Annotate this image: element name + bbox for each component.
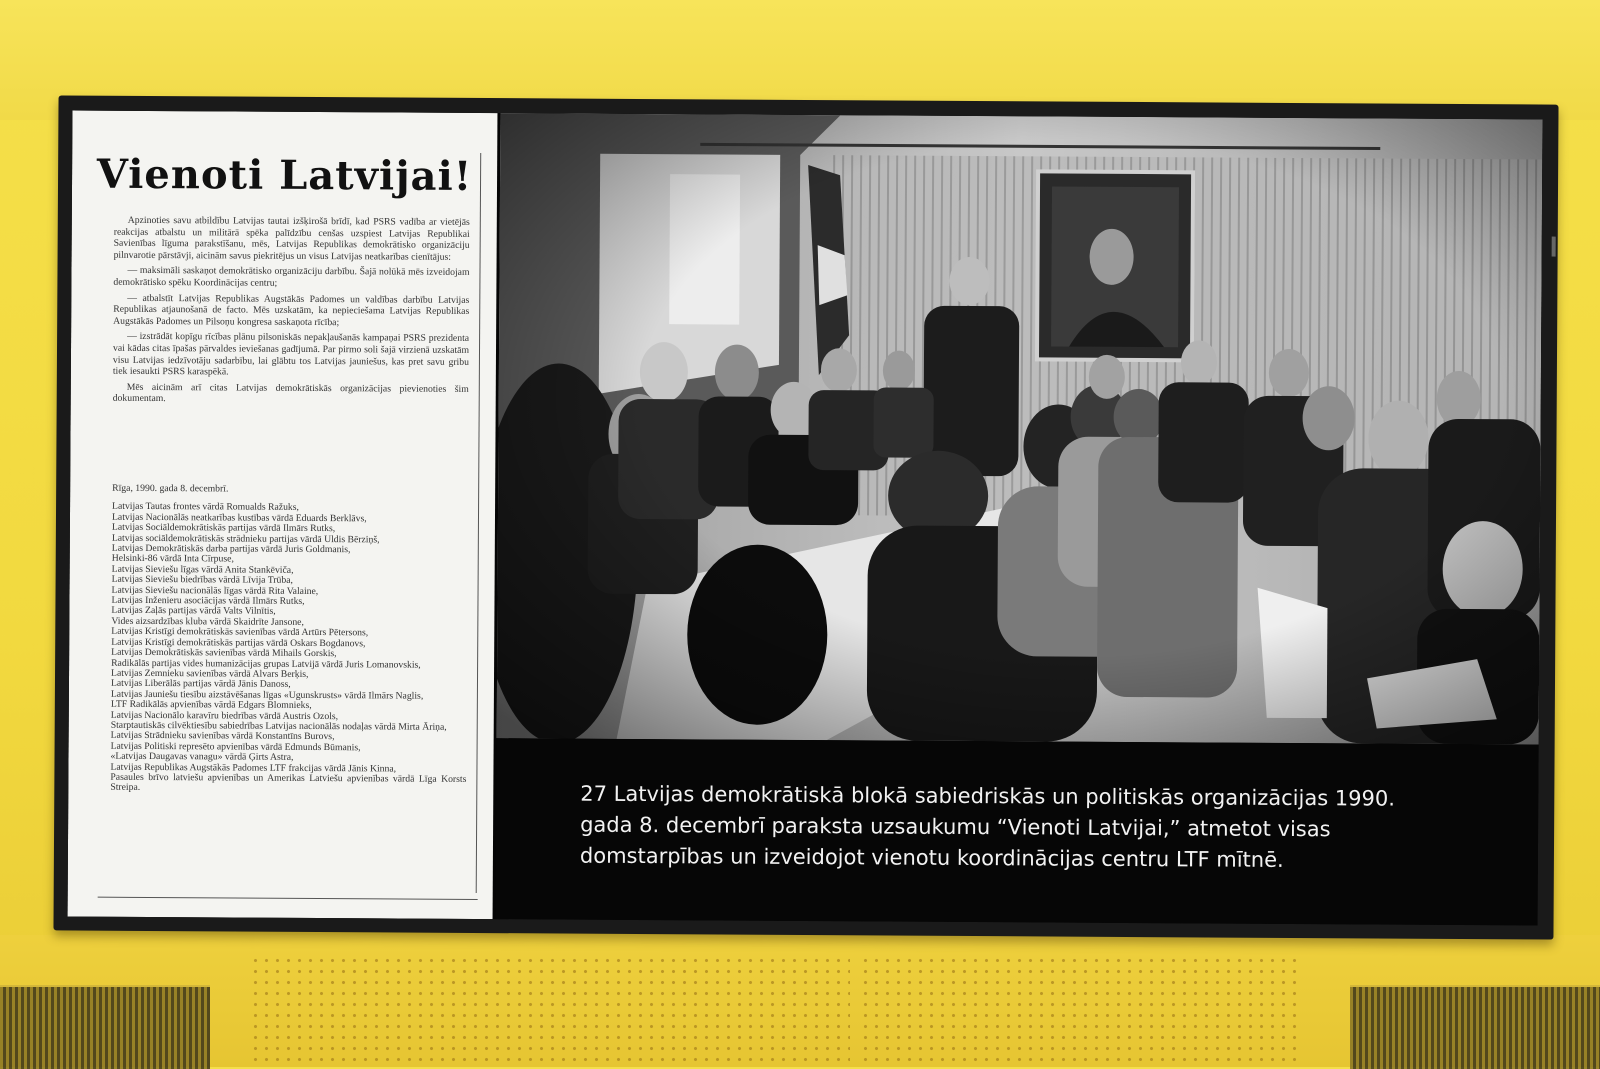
signatory-line: Latvijas Sieviešu nacionālās līgas vārdā Rita Valaine, (111, 584, 319, 597)
perforated-panel-right (860, 955, 1300, 1067)
bottom-rule (98, 897, 478, 900)
appeal-paragraph: — maksimāli saskaņot demokrātisko organizāciju darbību. Šajā nolūkā mēs izveidojam demokrātisko spēku Koordinācijas centru; (113, 265, 470, 289)
signatory-line: Latvijas Inženieru asociācijas vārdā Ilmārs Rutks, (111, 594, 305, 608)
newspaper-appeal-text (113, 215, 470, 411)
display-screen (68, 111, 1543, 926)
signatory-line: Vides aizsardzības kluba vārdā Skaidrīte Jansone, (111, 615, 304, 628)
vent-grille-left (0, 985, 210, 1069)
appeal-paragraph: — izstrādāt kopīgu rīcības plānu pilsoniskās nepakļaušanās kampaņai PSRS prezidenta vai kādas citas īpašas pārvaldes ieviešanas gadījumā. Par pirmo soli šajā virzienā uzskatām visu Latvijas iedzīvotāju sadarbību, lai glābtu tos Latvijas jauniešus, kas pret savu gribu tiek iesaukti PSRS karaspēkā. (112, 331, 470, 378)
signatory-line: Latvijas Jauniešu tiesību aizstāvēšanas līgas «Ugunskrusts» vārdā Ilmārs Naglis, (110, 688, 424, 702)
signatory-line: Latvijas Sieviešu biedrības vārdā Līvija Trūba, (111, 574, 293, 587)
signatory-line: Latvijas Kristīgi demokrātiskās savienības vārdā Artūrs Pētersons, (111, 626, 369, 639)
caption-panel (496, 738, 1539, 925)
appeal-paragraph: Apzinoties savu atbildību Latvijas tautai izšķirošā brīdī, kad PSRS vadība ar vietējās reakcijas atbalstu un militārā spēka palīdzību cenšas uzspiest Latvijas Republikai Savienības līguma parakstīšanu, mēs, Latvijas Republikas demokrātisko organizāciju pilnvarotie pārstāvji, aicinām savus piekritējus un visus Latvijas neatkarības cienītājus: (113, 214, 470, 263)
newspaper-headline: Vienoti Latvijai! (96, 150, 473, 200)
signatory-line: Latvijas Nacionālās neatkarības kustības vārdā Eduards Berklāvs, (111, 511, 367, 525)
meeting-photo (497, 113, 1543, 744)
signatory-line: Latvijas Republikas Augstākās Padomes LTF frakcijas vārdā Jānis Kinna, (110, 761, 397, 775)
signatory-line: Latvijas Nacionālo karavīru biedrības vārdā Austris Ozols, (110, 709, 339, 722)
signatory-line: Latvijas Tautas frontes vārdā Romualds Ražuks, (112, 501, 300, 514)
newspaper-signatories (110, 484, 468, 796)
signatory-line: Latvijas Kristīgi demokrātiskās partijas vārdā Oskars Bogdanovs, (111, 636, 366, 649)
perforated-panel-left (250, 955, 850, 1067)
signatory-line: Radikālās partijas vides humanizācijas grupas Latvijā vārdā Juris Lomanovskis, (111, 657, 421, 671)
signatory-line: Starptautiskās cilvēktiesību sabiedrības Latvijas nacionālās nodaļas vārdā Mirta Āriņa, (110, 719, 447, 733)
signatory-line: Latvijas Zemnieku savienības vārdā Alvars Berķis, (111, 667, 309, 680)
appeal-paragraph: Mēs aicinām arī citas Latvijas demokrātiskās organizācijas pievienoties šim dokumentam. (112, 381, 469, 405)
place-date: Rīga, 1990. gada 8. decembrī. (112, 482, 229, 495)
signatory-line: Latvijas Sieviešu līgas vārdā Anita Stankēviča, (111, 563, 294, 576)
signatory-line: Pasaules brīvo latviešu apvienības un Amerikas Latviešu apvienības vārdā Līga Korsts Streipa. (110, 771, 467, 794)
signatory-list (110, 502, 468, 796)
caption-line: domstarpības un izveidojot vienotu koordinācijas centru LTF mītnē. (579, 843, 1284, 872)
appeal-paragraph: — atbalstīt Latvijas Republikas Augstākās Padomes un valdības darbību Latvijas Republikas atjaunošanā de facto. Mēs uzskatām, ka nepieciešama Latvijas Republikas Augstākās Padomes un Pilsoņu kongresa saskaņota rīcība; (113, 292, 470, 328)
display-monitor (53, 95, 1558, 939)
vent-grille-right (1350, 985, 1600, 1069)
caption-line: 27 Latvijas demokrātiskā blokā sabiedriskās un politiskās organizācijas 1990. (580, 781, 1396, 811)
newspaper-clipping (68, 111, 498, 920)
caption-line: gada 8. decembrī paraksta uzsaukumu “Vienoti Latvijai,” atmetot visas (580, 812, 1331, 842)
signatory-line: Latvijas Politiski represēto apvienības vārdā Edmunds Būmanis, (110, 740, 361, 754)
meeting-photo-image (497, 113, 1543, 744)
signatory-line: Latvijas Demokrātiskās savienības vārdā Mihails Gorskis, (111, 646, 337, 660)
monitor-side-label (1552, 237, 1556, 257)
signatory-line: Latvijas Demokrātiskās darba partijas vārdā Juris Goldmanis, (111, 542, 351, 556)
signatory-line: Latvijas Zaļās partijas vārdā Valts Vilnītis, (111, 605, 276, 618)
signatory-line: LTF Radikālās apvienības vārdā Edgars Blomnieks, (110, 698, 312, 712)
signatory-line: Latvijas Sociāldemokrātiskās partijas vārdā Ilmārs Rutks, (111, 521, 336, 535)
signatory-line: Latvijas Strādnieku savienības vārdā Konstantīns Burovs, (110, 730, 335, 743)
signatory-line: Latvijas sociāldemokrātiskās strādnieku partijas vārdā Uldis Bērziņš, (111, 532, 380, 546)
signatory-line: «Latvijas Daugavas vanagu» vārdā Ģirts Astra, (110, 750, 294, 764)
signatory-line: Helsinki-86 vārdā Inta Cīrpuse, (111, 553, 234, 565)
column-rule (476, 153, 482, 893)
photo-caption (580, 779, 1481, 877)
signatory-line: Latvijas Liberālās partijas vārdā Jānis Danoss, (110, 678, 291, 691)
